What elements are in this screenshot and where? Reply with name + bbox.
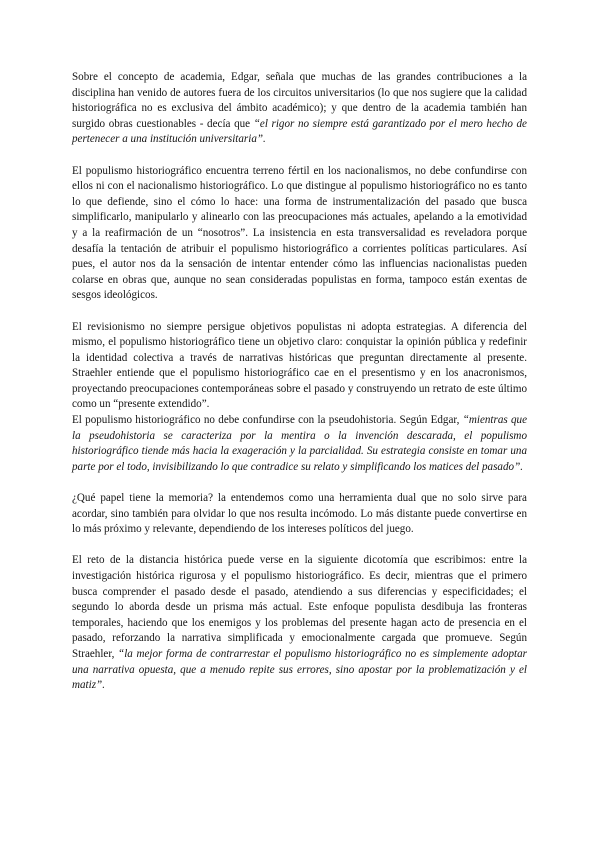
paragraph-distancia-historica xyxy=(72,553,527,693)
paragraph-text: El populismo historiográfico no debe confundirse con la pseudohistoria. Según Edgar, xyxy=(72,414,463,427)
document-page xyxy=(72,70,527,694)
paragraph-academia xyxy=(72,70,527,148)
paragraph-text: El reto de la distancia histórica puede verse en la siguiente dicotomía que escribimos: entre la investigación histórica rigurosa y el populismo historiográfico. Es decir, mientras que el primero busca comprender el pasado desde el pasado, atendiendo a sus diferencias y especificidades; el segundo lo aborda desde un prisma más actual. Este enfoque populista desdibuja las fronteras temporales, haciendo que los enemigos y los problemas del presente hagan acto de presencia en el pasado, reforzando la narrativa simplificada y emocionalmente cargada que promueve. Según Straehler, xyxy=(72,554,527,660)
paragraph-text: El revisionismo no siempre persigue objetivos populistas ni adopta estrategias. A diferencia del mismo, el populismo historiográfico tiene un objetivo claro: conquistar la opinión pública y redefinir la identidad colectiva a través de narrativas históricas que preguntan directamente al presente. Straehler entiende que el populismo historiográfico cae en el presentismo y en los anacronismos, proyectando preocupaciones contemporáneas sobre el pasado y construyendo un retrato de este último como un “presente extendido”. xyxy=(72,320,527,411)
paragraph-pseudohistoria xyxy=(72,413,527,475)
paragraph-revisionismo xyxy=(72,320,527,414)
quote-text: “la mejor forma de contrarrestar el populismo historiográfico no es simplemente adoptar una narrativa opuesta, que a menudo repite sus errores, sino apostar por la problematización y el matiz”. xyxy=(72,647,527,692)
paragraph-text: Sobre el concepto de academia, Edgar, señala que muchas de las grandes contribuciones a la disciplina han venido de autores fuera de los circuitos universitarios (lo que nos sugiere que la calidad historiográfica no es exclusiva del ámbito académico); y que dentro de la academia también han surgido obras cuestionables - decía que xyxy=(72,71,527,130)
quote-text: “mientras que la pseudohistoria se caracteriza por la mentira o la invención descarada, el populismo historiográfico tiende más hacia la exageración y la parcialidad. Su estrategia consiste en tomar una parte por el todo, invisibilizando lo que contradice su relato y simplificando los matices del pasado”. xyxy=(72,414,527,473)
paragraph-text: El populismo historiográfico encuentra terreno fértil en los nacionalismos, no debe confundirse con ellos ni con el nacionalismo historiográfico. Lo que distingue al populismo historiográfico no es tanto lo que defiende, sino el cómo lo hace: una forma de instrumentalización del pasado que busca simplificarlo, manipularlo y alinearlo con las preocupaciones más actuales, apelando a la emotividad y a la reafirmación de un “nosotros”. La insistencia en esta transversalidad es reveladora porque desafía la tentación de atribuir el populismo historiográfico a corrientes políticas particulares. Así pues, el autor nos da la sensación de intentar entender cómo las influencias nacionalistas pueden colarse en obras que, aunque no sean consideradas populistas en forma, tampoco están exentas de sesgos ideológicos. xyxy=(72,164,527,302)
quote-text: “el rigor no siempre está garantizado por el mero hecho de pertenecer a una institución universitaria”. xyxy=(72,117,527,146)
paragraph-text: ¿Qué papel tiene la memoria? la entendemos como una herramienta dual que no solo sirve para acordar, sino también para olvidar lo que nos resulta incómodo. Lo más distante puede convertirse en lo más próximo y relevante, dependiendo de los intereses políticos del juego. xyxy=(72,492,527,536)
paragraph-memoria xyxy=(72,491,527,538)
paragraph-nacionalismos xyxy=(72,164,527,304)
